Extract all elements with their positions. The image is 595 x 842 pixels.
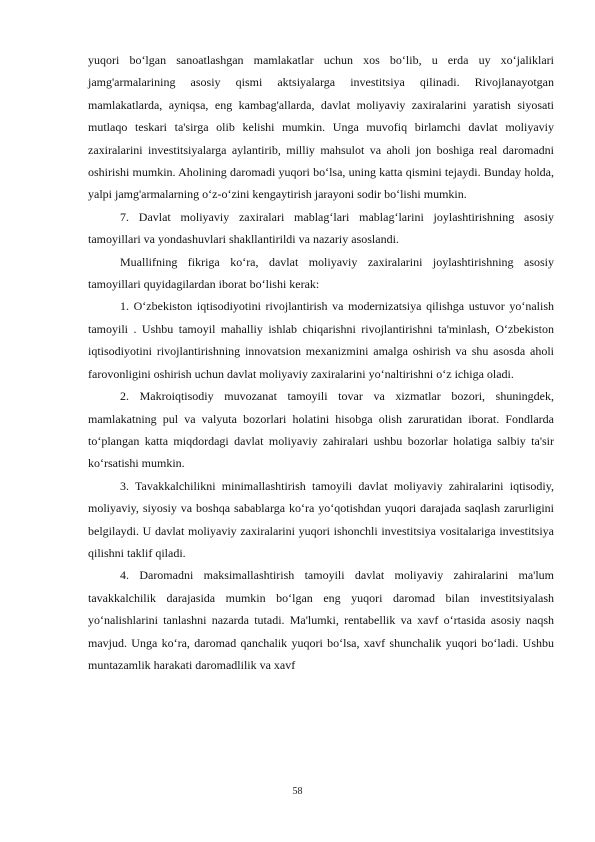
paragraph-principle-1: 1. O‘zbekiston iqtisodiyotini rivojlantirish va modernizatsiya qilishga ustuvor yo‘nalish tamoyili . Ushbu tamoyil mahalliy ishlab chiqarishni rivojlantirishni ta'minlash, O‘zbekiston iqtisodiyotini rivojlantirishning innovatsion mexanizmini amalga oshirish va shu asosda aholi farovonligini oshirish uchun davlat moliyaviy zaxiralarini yo‘naltirishni o‘z ichiga oladi. — [88, 299, 554, 381]
paragraph-principle-3: 3. Tavakkalchilikni minimallashtirish tamoyili davlat moliyaviy zahiralarini iqtisodiy, moliyaviy, siyosiy va boshqa sabablarga ko‘ra yo‘qotishdan yuqori darajada saqlash zarurligini belgilaydi. U davlat moliyaviy zaxiralarini yuqori ishonchli investitsiya vositalariga investitsiya qilishni taklif qiladi. — [88, 478, 554, 560]
paragraph-author-opinion: Muallifning fikriga ko‘ra, davlat moliyaviy zaxiralarini joylashtirishning asosiy tamoyillari quyidagilardan iborat bo‘lishi kerak: — [88, 254, 554, 292]
paragraph-continuation: yuqori bo‘lgan sanoatlashgan mamlakatlar uchun xos bo‘lib, u erda uy xo‘jaliklari jamg'armalarining asosiy qismi aktsiyalarga investitsiya qilinadi. Rivojlanayotgan mamlakatlarda, ayniqsa, eng kambag'allarda, davlat moliyaviy zaxiralarini yaratish siyosati mutlaqo teskari ta'sirga olib kelishi mumkin. Unga muvofiq birlamchi davlat moliyaviy zaxiralarini investitsiyalarga aylantirib, milliy mahsulot va aholi jon boshiga real daromadni oshirishi mumkin. Aholining daromadi yuqori bo‘lsa, uning katta qismini tejaydi. Bunday holda, yalpi jamg'armalarning o‘z-o‘zini kengaytirish jarayoni sodir bo‘lishi mumkin. — [88, 53, 554, 202]
paragraph-principle-4: 4. Daromadni maksimallashtirish tamoyili davlat moliyaviy zahiralarini ma'lum tavakkalchilik darajasida mumkin bo‘lgan eng yuqori daromad bilan investitsiyalash yo‘nalishlarini tanlashni nazarda tutadi. Ma'lumki, rentabellik va xavf o‘rtasida asosiy naqsh mavjud. Unga ko‘ra, daromad qanchalik yuqori bo‘lsa, xavf shunchalik yuqori bo‘ladi. Ushbu muntazamlik harakati daromadlilik va xavf — [88, 568, 554, 672]
page-number: 58 — [292, 786, 303, 797]
body-text — [88, 49, 554, 676]
paragraph-point-7: 7. Davlat moliyaviy zaxiralari mablag‘lari mablag‘larini joylashtirishning asosiy tamoyillari va yondashuvlari shakllantirildi va nazariy asoslandi. — [88, 209, 554, 247]
paragraph-principle-2: 2. Makroiqtisodiy muvozanat tamoyili tovar va xizmatlar bozori, shuningdek, mamlakatning pul va valyuta bozorlari holatini hisobga olish zaruratidan iborat. Fondlarda to‘plangan katta miqdordagi davlat moliyaviy zahiralari ushbu bozorlar holatiga salbiy ta'sir ko‘rsatishi mumkin. — [88, 389, 554, 471]
